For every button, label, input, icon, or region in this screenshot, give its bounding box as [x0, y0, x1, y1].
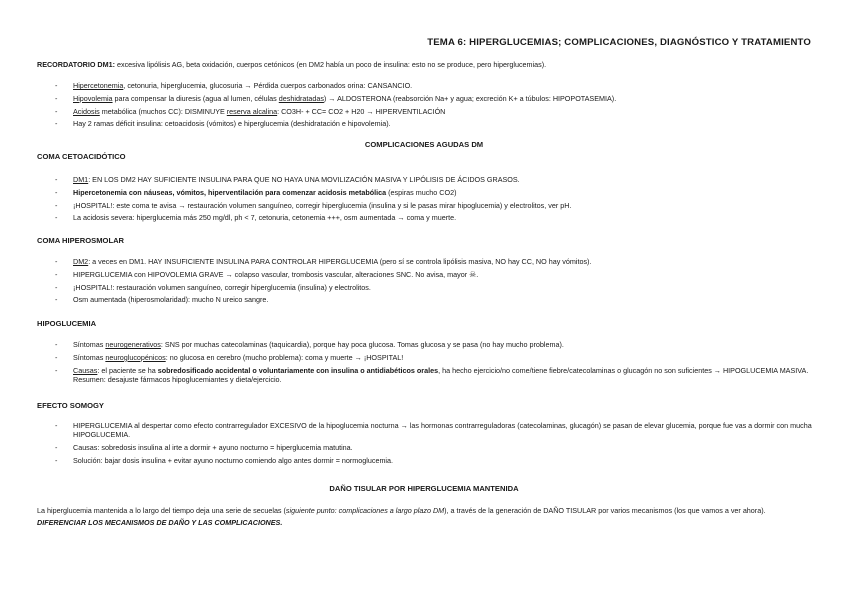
list-item: - Causas: sobredosis insulina al irte a dormir + ayuno nocturno = hiperglucemia matutina.	[55, 443, 825, 452]
list-item: - Causas: el paciente se ha sobredosificado accidental o voluntariamente con insulina o antidiabéticos orales, ha hecho ejercicio/no come/tiene fiebre/catecolaminas o glucagón no son suficientes → HIPOGLUCEMIA MASIVA. Resumen: desajuste fármacos hipoglucemiantes y dieta/ejercicio.	[55, 366, 825, 384]
list-item: - Síntomas neuroglucopénicos: no glucosa en cerebro (mucho problema): coma y muerte → ¡HOSPITAL!	[55, 353, 825, 362]
section-heading-somogy: EFECTO SOMOGY	[37, 401, 104, 410]
list-item: - La acidosis severa: hiperglucemia más 250 mg/dl, ph < 7, cetonuria, cetonemia +++, osm aumentada → coma y muerte.	[55, 213, 825, 222]
list-item: - Hipercetonemia, cetonuria, hiperglucemia, glucosuria → Pérdida cuerpos carbonados orina: CANSANCIO.	[55, 81, 825, 90]
tisular-paragraph: La hiperglucemia mantenida a lo largo del tiempo deja una serie de secuelas (siguiente punto: complicaciones a largo plazo DM), a través de la generación de DAÑO TISULAR por varios mecanismos (los que vamos a ver ahora). DIFERENCIAR LOS MECANISMOS DE DAÑO Y LAS COMPLICACIONES.	[37, 506, 766, 527]
list-item: - Síntomas neurogenerativos: SNS por muchas catecolaminas (taquicardia), porque hay poca glucosa. Tomas glucosa y se pasa (no hay mucho problema).	[55, 340, 825, 349]
reminder-label: RECORDATORIO DM1:	[37, 60, 115, 69]
hiperosmolar-list	[55, 257, 825, 308]
section-heading-ceto: COMA CETOACIDÓTICO	[37, 152, 126, 161]
list-item: - Hipovolemia para compensar la diuresis (agua al lumen, células deshidratadas) → ALDOSTERONA (reabsorción Na+ y agua; excreción K+ a túbulos: HIPOPOTASEMIA).	[55, 94, 825, 103]
hipoglucemia-list	[55, 340, 825, 387]
section-heading-tisular: DAÑO TISULAR POR HIPERGLUCEMIA MANTENIDA	[329, 484, 519, 493]
list-item: - Osm aumentada (hiperosmolaridad): mucho N ureico sangre.	[55, 295, 825, 304]
skull-icon: ☠	[469, 269, 477, 279]
section-heading-hipoglucemia: HIPOGLUCEMIA	[37, 319, 97, 328]
list-item: - DM2: a veces en DM1. HAY INSUFICIENTE INSULINA PARA CONTROLAR HIPERGLUCEMIA (pero sí se controla lipólisis masiva, NO hay CC, NO hay vómitos).	[55, 257, 825, 266]
ceto-list	[55, 175, 825, 226]
list-item: - DM1: EN LOS DM2 HAY SUFICIENTE INSULINA PARA QUE NO HAYA UNA MOVILIZACIÓN MASIVA Y LIPÓLISIS DE ÁCIDOS GRASOS.	[55, 175, 825, 184]
reminder-list	[55, 81, 825, 132]
list-item: - HIPERGLUCEMIA con HIPOVOLEMIA GRAVE → colapso vascular, trombosis vascular, alteraciones SNC. No avisa, mayor ☠.	[55, 270, 825, 279]
list-item: - Hipercetonemia con náuseas, vómitos, hiperventilación para comenzar acidosis metabólica (espiras mucho CO2)	[55, 188, 825, 197]
list-item: - HIPERGLUCEMIA al despertar como efecto contrarregulador EXCESIVO de la hipoglucemia nocturna → las hormonas contrarreguladoras (catecolaminas, glucagón) se pasan de elevar glucemia, porque fue vas a dormir con mucha HIPOGLUCEMIA.	[55, 421, 825, 439]
section-heading-hiperosmolar: COMA HIPEROSMOLAR	[37, 236, 125, 245]
list-item: - Solución: bajar dosis insulina + evitar ayuno nocturno comiendo algo antes dormir = normoglucemia.	[55, 456, 825, 465]
list-item: - Acidosis metabólica (muchos CC): DISMINUYE reserva alcalina: CO3H- + CC= CO2 + H20 → HIPERVENTILACIÓN	[55, 107, 825, 116]
section-heading-acute: COMPLICACIONES AGUDAS DM	[364, 140, 484, 149]
list-item: - Hay 2 ramas déficit insulina: cetoacidosis (vómitos) e hiperglucemia (deshidratación e hipovolemia).	[55, 119, 825, 128]
somogy-list	[55, 421, 825, 468]
list-item: - ¡HOSPITAL!: restauración volumen sanguíneo, corregir hiperglucemia (insulina) y electrolitos.	[55, 283, 825, 292]
document-title: TEMA 6: HIPERGLUCEMIAS; COMPLICACIONES, DIAGNÓSTICO Y TRATAMIENTO	[427, 37, 811, 48]
reminder-text: excesiva lipólisis AG, beta oxidación, cuerpos cetónicos (en DM2 había un poco de insulina: esto no se produce, pero hiperglucemias).	[115, 60, 547, 69]
list-item: - ¡HOSPITAL!: este coma te avisa → restauración volumen sanguíneo, corregir hiperglucemia (insulina y si le pasas mirar hipoglucemia) y electrolitos, ver pH.	[55, 201, 825, 210]
reminder-line	[37, 60, 546, 69]
